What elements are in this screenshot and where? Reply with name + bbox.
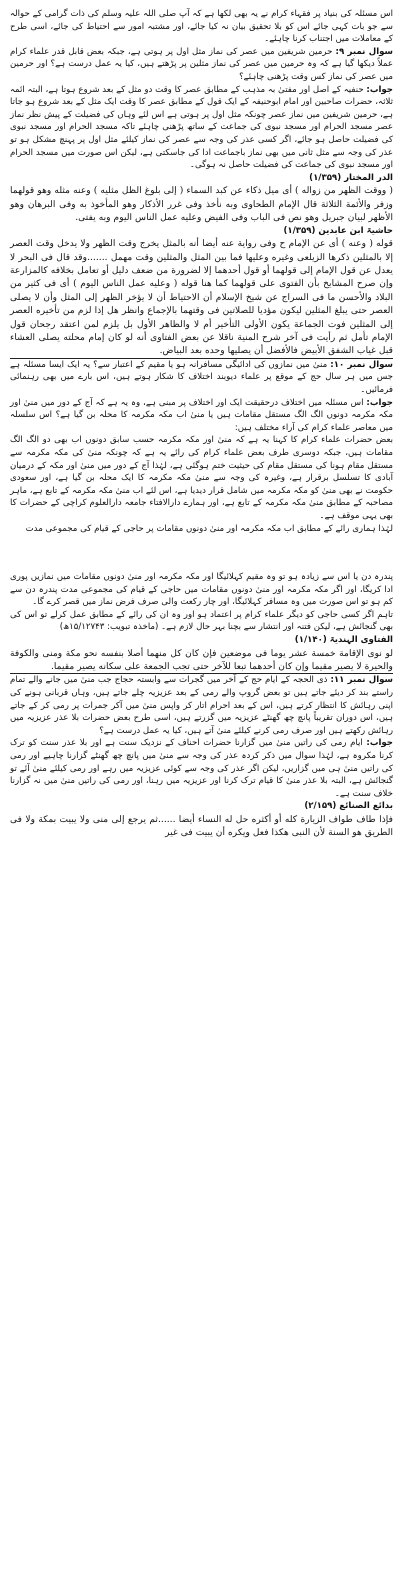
answer-paragraph [10, 84, 393, 172]
question-paragraph [10, 46, 393, 84]
answer-text: حنفیہ کے اصل اور مفتیٰ بہ مذہب کے مطابق عصر کا وقت دو مثل کے بعد شروع ہوتا ہے، البتہ ائمہ ثلاثہ، حضرات صاحبین اور امام ابوحنیفہ کے ایک قول کے مطابق عصر کا وقت ایک مثل کے بعد شروع ہو جاتا ہے، حرمین شریفین میں نماز عصر چونکہ مثل اول پر ہوتی ہے اس لئے وہاں کی فضیلت کے پیش نظر نماز عصر مسجد الحرام اور مسجد نبوی کی جماعت کے ساتھ پڑھنی چاہئے تاکہ مسجد الحرام اور مسجد نبوی کی فضیلت حاصل ہو جائے، اگر کسی عذر کی وجہ سے عصر کی نماز کیلئے مثل اول پر پہنچ مشکل ہو تو عذر کی وجہ سے مثل ثانی میں بھی نماز باجماعت ادا کی جاسکتی ہے، لیکن اس صورت میں مسجد الحرام اور مسجد نبوی کی جماعت کی فضیلت حاصل نہ ہوگی۔ [10, 84, 393, 171]
page-gap [10, 535, 393, 571]
answer-text: اس مسئلہ میں اختلاف درحقیقت ایک اور اختلاف پر مبنی ہے، وہ یہ ہے کہ آج کے دور میں منیٰ اور مکہ مکرمہ دونوں الگ الگ مستقل مقامات ہیں یا منیٰ اب مکہ مکرمہ کا محلہ بن گیا ہے؟ اس سلسلہ میں معاصر علماء کرام کی آراء مختلف ہیں: [10, 397, 393, 433]
arabic-quote: ( ووقت الظهر من زواله ) أى ميل ذكاء عن كبد السماء ( إلى بلوغ الظل مثليه ) وعنه مثله وهو قولهما وزفر والأئمة الثلاثة قال الإمام الطحاوى وبه نأخذ وفى غرر الأذكار وهو المأخوذ به وفى البرهان وهو الأظهر لبيان جبريل وهو نص فى الباب وفى الفيض وعليه عمل الناس اليوم وبه يفتى. [10, 185, 393, 224]
answer-label: جواب: [366, 738, 393, 749]
question-text: منیٰ میں نمازوں کی ادائیگی مسافرانہ ہو یا مقیم کے اعتبار سے؟ یہ ایک ایسا مسئلہ ہے جس میں ہر سال حج کے موقع پر علماء دیوبند اختلاف کا شکار ہوتے ہیں، اس بارے میں بھی رہنمائی فرمائیں۔ [10, 359, 393, 395]
answer-label: جواب: [366, 397, 393, 408]
fatwa-column [10, 8, 393, 840]
body-paragraph: بعض حضرات علماء کرام کا کہنا یہ ہے کہ منیٰ اور مکہ مکرمہ حسب سابق دونوں اب بھی دو الگ الگ مقامات ہیں، جبکہ دوسری طرف بعض علماء کرام کی رائے یہ ہے کہ چونکہ منیٰ کی مکہ مکرمہ سے مستقل مقام ہونا کی مستقل مقام کی حیثیت ختم ہوگئی ہے، لہٰذا آج کے دور میں منیٰ اور مکہ کے درمیان آبادی کا تسلسل برقرار ہے، وغیرہ کی وجہ سے منیٰ مکہ مکرمہ کا ایک محلہ بن گیا ہے، اور سعودی حکومت نے بھی منیٰ کو مکہ مکرمہ میں شامل قرار دیدیا ہے، اس لئے اب منیٰ مکہ مکرمہ کے تابع ہے، ماہر مصاحبہ کے مطابق منیٰ مکہ مکرمہ کے تابع ہے، اور ہمارے دارالافتاء جامعہ دارالعلوم کراچی کے حضرات کا بھی یہی موقف ہے۔ [10, 435, 393, 521]
question-text: ذی الحجہ کے ایام حج کے آخر میں گجرات سے وابستہ حجاج جب منیٰ میں جانے والے تمام راستے بند کر دیئے جاتے ہیں تو بعض گروپ والے رمی کے بعد عزیزیہ چلے جاتے ہیں، وہاں قربانی ہونے کی اپنی رہائش کا انتظار کرتے ہیں، اس کے بعد احرام اتار کر واپس منیٰ میں آکر جمرات پر رمی کر کے جاتے ہیں، اس دوران تقریباً پانچ چھ گھنٹے عزیزیہ میں گزرتے ہیں، اسی طرح بعض حضرات بلا عذر عزیزیہ میں رہائش رکھتے ہیں اور صرف رمی کرنے کیلئے منیٰ آتے ہیں، کیا یہ عمل درست ہے؟ [10, 675, 393, 736]
question-text: حرمین شریفین میں عصر کی نماز مثل اول پر ہوتی ہے، جبکہ بعض قابل قدر علماء کرام عملاً دیکھا گیا ہے کہ وہ حرمین میں عصر کی نماز مثلین پر پڑھتے ہیں، کیا یہ عمل درست ہے؟ اور حرمین میں عصر کی نماز کس وقت پڑھنی چاہئے؟ [10, 46, 393, 82]
answer-label: جواب: [366, 84, 393, 95]
question-label: سوال نمبر ۱۱: [330, 675, 393, 686]
answer-paragraph [10, 737, 393, 800]
body-paragraph: لہٰذا ہماری رائے کے مطابق اب مکہ مکرمہ اور منیٰ دونوں مقامات پر حاجی کے قیام کی مجموعی مدت [25, 523, 393, 534]
arabic-quote: لو نوى الإقامة خمسة عشر يوما فى موضعين فإن كان كل منهما أصلا بنفسه نحو مكة ومنى والكوفة والحيرة لا يصير مقيما وإن كان أحدهما تبعا للآخر حتى تجب الجمعة على سكانه يصير مقيما. [10, 647, 393, 673]
citation-heading: الفتاوی الہندیۃ (۱/۱۴۰) [294, 635, 393, 646]
citation-heading: الدر المختار (۱/۳۵۹) [309, 172, 393, 183]
arabic-quote: فإذا طاف طواف الزيارة كله أو أكثره حل له النساء أيضا ......ثم يرجع إلى منى ولا يبيت بمكة ولا فى الطريق هو السنة لأن النبى هكذا فعل ويكره أن يبيت فى غير [10, 814, 393, 839]
question-paragraph [10, 674, 393, 737]
answer-text: ایام رمی کی راتیں منیٰ میں گزارنا حضرات احناف کے نزدیک سنت ہے اور بلا عذر سنت کو ترک کرنا مکروہ ہے، لہٰذا سوال میں ذکر کردہ عذر کی وجہ سے منیٰ میں پانچ چھ گھنٹے گزارنا چاہیے اور رمی کی راتیں منیٰ ہی میں گزاریں، لیکن اگر عذر کی وجہ سے کوئی عزیزیہ میں رہے اور رمی کیلئے منیٰ آئے تو گنجائش ہے، البتہ بلا عذر منیٰ کا قیام ترک کرنا اور عزیزیہ میں رہنا، اور رمی کی راتیں منیٰ میں نہ گزارنا خلاف سنت ہے۔ [10, 738, 393, 799]
body-paragraph: تاہم اگر کسی حاجی کو دیگر علماء کرام پر اعتماد ہو اور وہ ان کی رائے کے مطابق عمل کرلے تو اس کی بھی گنجائش ہے، لیکن فتنہ اور انتشار سے بچنا بہر حال لازم ہے۔ (ماخذہ تبویب: ۱۵/۱۲۷۴۳ھ) [10, 609, 393, 633]
answer-paragraph [10, 397, 393, 435]
arabic-quote: قوله ( وعنه ) أى عن الإمام ح وفى رواية عنه أيضا أنه بالمثل يخرج وقت الظهر ولا يدخل وقت العصر إلا بالمثلين ذكرها الزيلعى وغيره وعلیها فما بين المثل والمثلين وقت مهمل .......وقد قال فى البحر لا يعدل عن قول الإمام إلى قولهما أو قول أحدهما إلا لضرورة من ضعف دليل أو تعامل بخلافه كالمزارعة وإن صرح المشايخ بأن الفتوى على قولهما كما هنا قوله ( وعليه عمل الناس اليوم ) أى فى كثير من البلاد والأحسن ما فى السراج عن شيخ الإسلام أن الاحتياط أن لا يؤخر الظهر إلى المثل وأن لا يصلى العصر حتى يبلغ المثلين ليكون مؤديا للصلاتين فى وقتهما بالإجماع وانظر هل إذا لزم من تأخيره العصر إلى المثلين فوت الجماعة يكون الأولى التأخير أم لا والظاهر الأول بل يلزم لمن اعتقد رجحان قول الإمام تأمل ثم رأيت فى آخر شرح المنية ناقلا عن بعض الفتاوى أنه لو كان إمام محلته يصلى العشاء قبل غياب الشفق الأبيض فالأفضل أن يصليها وحده بعد البياض. [10, 238, 393, 357]
question-paragraph [10, 359, 393, 397]
question-label: سوال نمبر ۹: [335, 46, 393, 57]
body-paragraph: پندرہ دن یا اس سے زیادہ ہو تو وہ مقیم کہلائیگا اور مکہ مکرمہ اور منیٰ دونوں مقامات میں نمازیں پوری ادا کریگا، اور اگر مکہ مکرمہ اور منیٰ دونوں مقامات میں حاجی کے قیام کی مجموعی مدت پندرہ دن سے کم ہو تو اس صورت میں وہ مسافر کہلائیگا، اور چار رکعت والی صرف فرض نماز میں قصر کرے گا۔ [10, 572, 393, 608]
body-paragraph: اس مسئلہ کی بنیاد پر فقہاء کرام نے یہ بھی لکھا ہے کہ آپ صلی اللہ علیہ وسلم کی ذات گرامی کے حوالہ سے جو بات کہی جائے اس کو بلا تحقیق بیان نہ کیا جائے، اور مشتبہ امور سے احتیاط کی جائے، اسی طرح کے معاملات میں اجتناب کرنا چاہئے۔ [10, 9, 393, 45]
question-label: سوال نمبر ۱۰: [330, 359, 393, 370]
citation-heading: حاشیۃ ابن عابدین (۱/۳۵۹) [283, 225, 393, 236]
citation-heading: بدائع الصنائع (۲/۱۵۹) [304, 801, 393, 812]
